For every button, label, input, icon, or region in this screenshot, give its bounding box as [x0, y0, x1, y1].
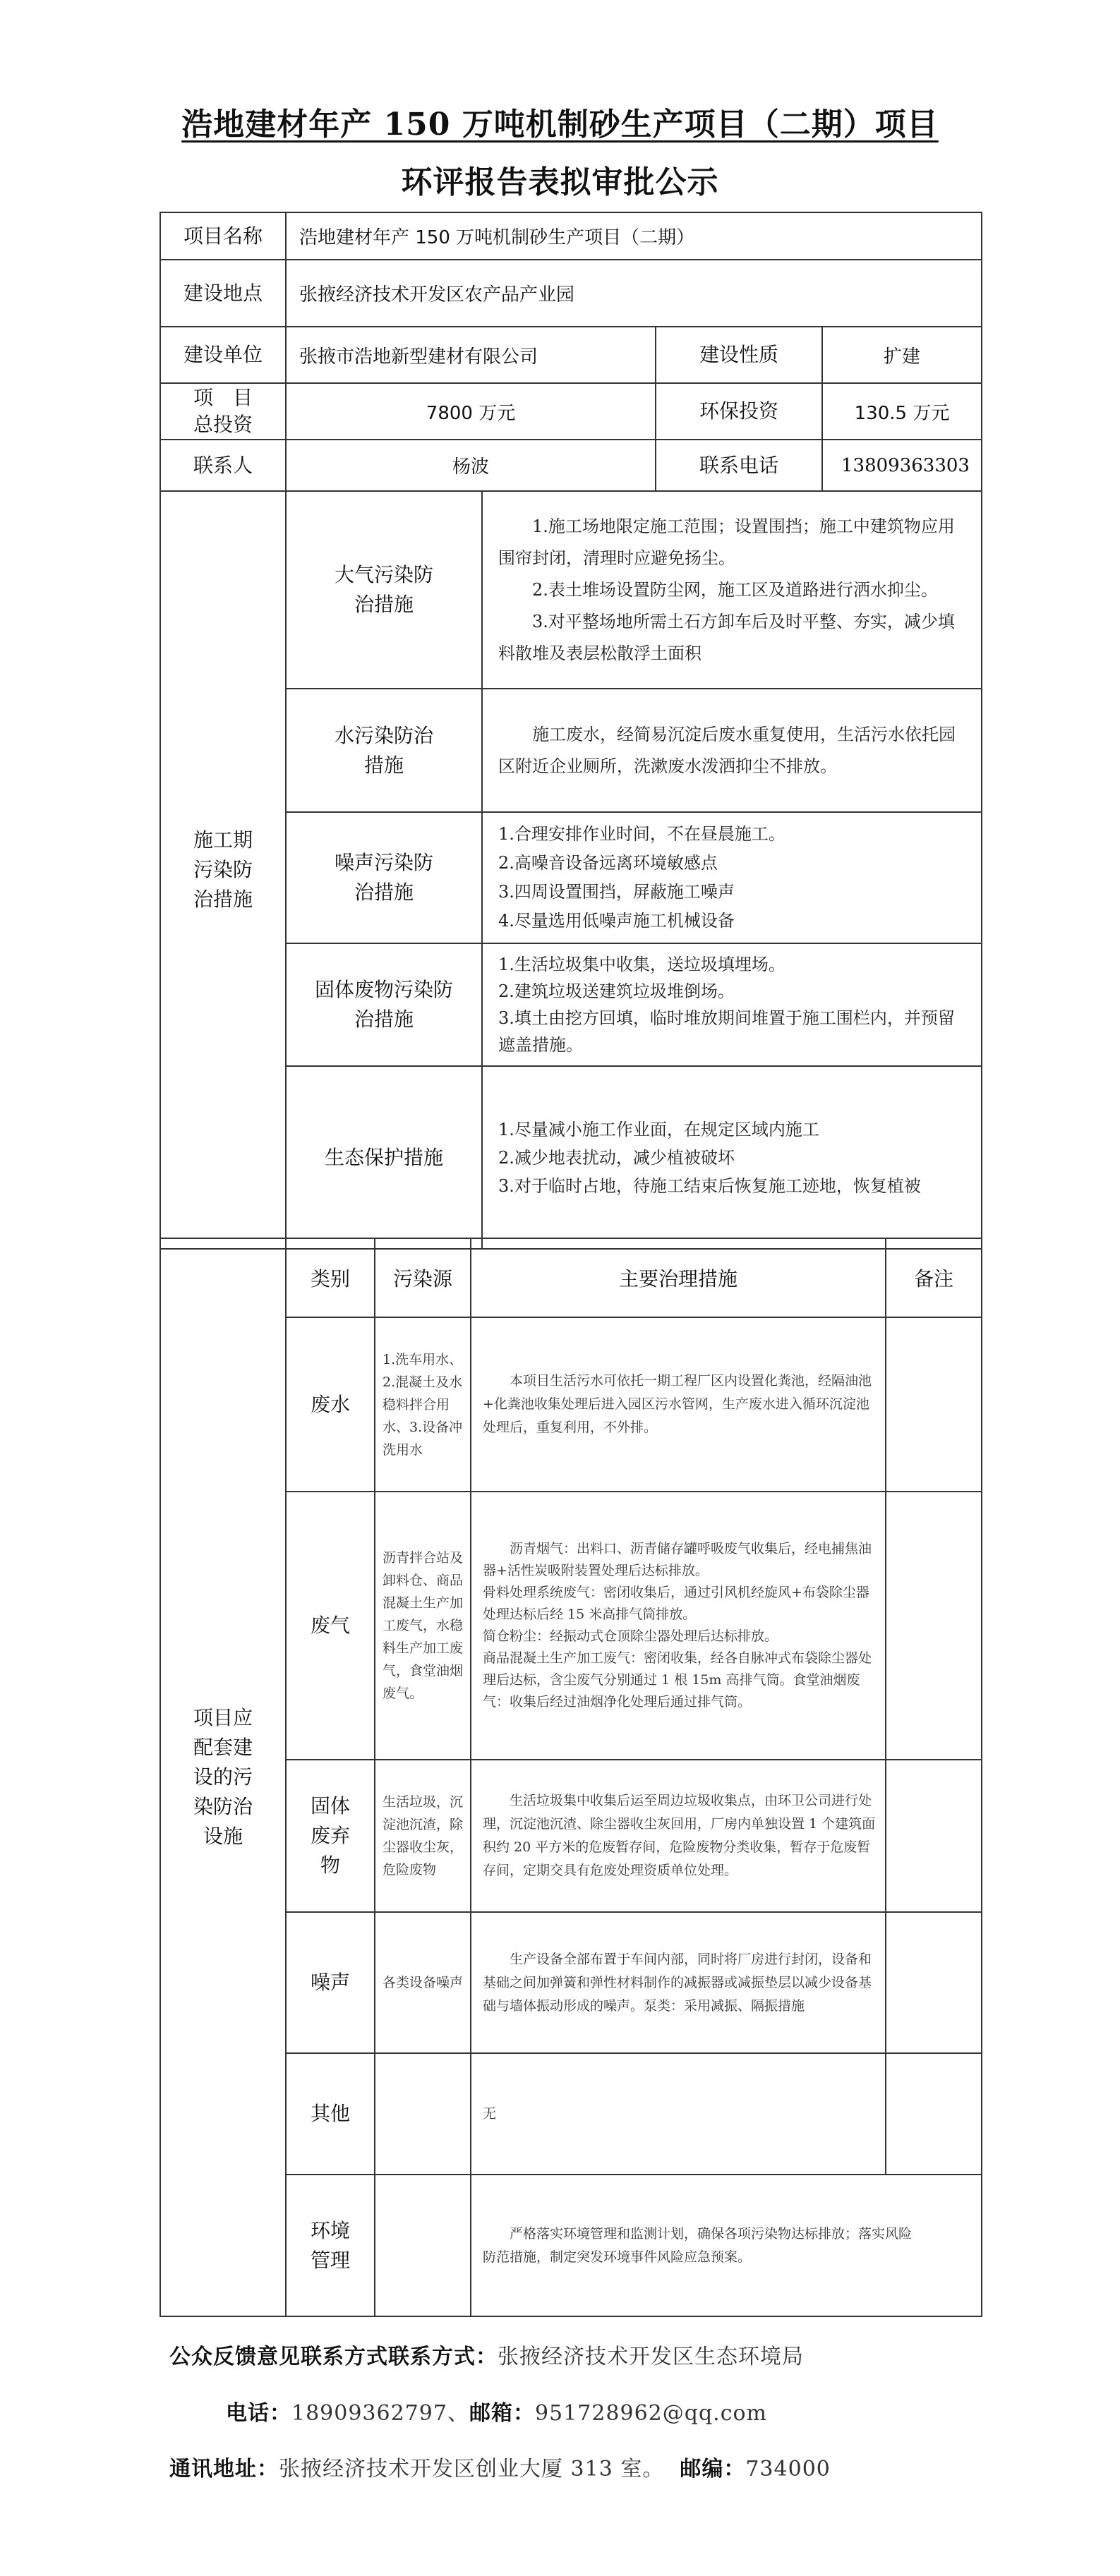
facility-source-wastewater: 1.洗车用水、2.混凝土及水稳料拌合用水、3.设备冲洗用水 — [375, 1317, 471, 1492]
facility-source-solid: 生活垃圾，沉淀池沉渣，除尘器收尘灰，危险废物 — [375, 1760, 471, 1912]
nature-label: 建设性质 — [656, 327, 822, 383]
construction-category-air: 大气污染防治措施 — [286, 491, 482, 689]
env-investment-value: 130.5 万元 — [822, 383, 982, 440]
construction-measures-noise: 1.合理安排作业时间，不在昼晨施工。 2.高噪音设备远离环境敏感点 3.四周设置围挡，屏蔽施工噪声 4.尽量选用低噪声施工机械设备 — [482, 812, 982, 943]
facility-measures-wastewater: 本项目生活污水可依托一期工程厂区内设置化粪池，经隔油池+化粪池收集处理后进入园区污水管网，生产废水进入循环沉淀池处理后，重复利用，不外排。 — [471, 1317, 886, 1492]
document-title-line2: 环评报告表拟审批公示 — [401, 164, 719, 200]
construction-measures-air: 1.施工场地限定施工范围；设置围挡；施工中建筑物应用围帘封闭，清理时应避免扬尘。 2.表土堆场设置防尘网，施工区及道路进行洒水抑尘。 3.对平整场地所需土石方卸车后及时平整、夯实，减少填料散堆及表层松散浮土面积 — [482, 491, 982, 689]
project-name-label: 项目名称 — [160, 212, 286, 260]
facility-remark-exhaust — [886, 1492, 982, 1760]
construction-category-ecology: 生态保护措施 — [286, 1066, 482, 1249]
row-project-name — [160, 212, 982, 260]
facilities-table — [159, 1238, 982, 2317]
total-investment-label — [160, 383, 286, 440]
unit-value: 张掖市浩地新型建材有限公司 — [286, 327, 656, 383]
construction-measures-solid: 1.生活垃圾集中收集，送垃圾填埋场。 2.建筑垃圾送建筑垃圾堆倒场。 3.填土由挖方回填，临时堆放期间堆置于施工围栏内，并预留遮盖措施。 — [482, 943, 982, 1066]
facility-measures-noise: 生产设备全部布置于车间内部，同时将厂房进行封闭，设备和基础之间加弹簧和弹性材料制作的减振器或减振垫层以减少设备基础与墙体振动形成的噪声。泵类：采用减振、隔振措施 — [471, 1912, 886, 2053]
unit-label: 建设单位 — [160, 327, 286, 383]
phone-email-line — [226, 2395, 767, 2426]
construction-category-noise: 噪声污染防治措施 — [286, 812, 482, 943]
facility-category-management: 环境管理 — [286, 2175, 375, 2316]
construction-category-solid: 固体废物污染防治措施 — [286, 943, 482, 1066]
total-investment-label-line1: 项 目 — [193, 386, 253, 410]
footer-email[interactable]: 951728962@qq.com — [534, 2401, 768, 2426]
feedback-label: 公众反馈意见联系方式联系方式： — [169, 2345, 498, 2369]
nature-value: 扩建 — [822, 327, 982, 383]
contact-value: 杨波 — [286, 440, 656, 491]
location-label: 建设地点 — [160, 260, 286, 327]
header-category: 类别 — [286, 1238, 375, 1317]
phone-label: 联系电话 — [656, 440, 822, 491]
row-unit — [160, 327, 982, 383]
header-remark: 备注 — [886, 1238, 982, 1317]
facility-source-other — [375, 2053, 471, 2175]
facilities-header-row — [160, 1238, 982, 1317]
header-measures: 主要治理措施 — [471, 1238, 886, 1317]
footer-email-label: 邮箱： — [469, 2401, 535, 2426]
project-info-table — [159, 212, 982, 1250]
env-investment-label: 环保投资 — [656, 383, 822, 440]
feedback-contact-line — [169, 2339, 804, 2370]
facility-category-solid: 固体废弃物 — [286, 1760, 375, 1912]
row-location — [160, 260, 982, 327]
header-source: 污染源 — [375, 1238, 471, 1317]
footer-postcode: 734000 — [745, 2457, 831, 2481]
construction-period-label: 施工期污染防治措施 — [160, 491, 286, 1249]
facility-category-wastewater: 废水 — [286, 1317, 375, 1492]
row-contact — [160, 440, 982, 491]
footer-address: 张掖经济技术开发区创业大厦 313 室。 — [279, 2457, 665, 2481]
facility-source-management — [375, 2175, 471, 2316]
facility-remark-solid — [886, 1760, 982, 1912]
facility-measures-management: 严格落实环境管理和监测计划，确保各项污染物达标排放；落实风险防范措施，制定突发环境事件风险应急预案。 — [471, 2175, 982, 2316]
construction-row-air — [160, 491, 982, 689]
facility-remark-wastewater — [886, 1317, 982, 1492]
facility-source-exhaust: 沥青拌合站及卸料仓、商品混凝土生产加工废气，水稳料生产加工废气，食堂油烟废气。 — [375, 1492, 471, 1760]
facility-category-noise: 噪声 — [286, 1912, 375, 2053]
document-title-main: 浩地建材年产 150 万吨机制砂生产项目（二期）项目 — [181, 107, 939, 143]
facility-category-exhaust: 废气 — [286, 1492, 375, 1760]
footer-phone-label: 电话： — [226, 2401, 291, 2426]
construction-measures-water: 施工废水，经简易沉淀后废水重复使用，生活污水依托园区附近企业厕所，洗漱废水泼洒抑尘不排放。 — [482, 689, 982, 812]
facilities-section-label: 项目应配套建设的污染防治设施 — [160, 1238, 286, 2316]
phone-value: 13809363303 — [822, 440, 982, 491]
total-investment-value: 7800 万元 — [286, 383, 656, 440]
facility-remark-noise — [886, 1912, 982, 2053]
location-value: 张掖经济技术开发区农产品产业园 — [286, 260, 982, 327]
contact-label: 联系人 — [160, 440, 286, 491]
row-investment — [160, 383, 982, 440]
facility-source-noise: 各类设备噪声 — [375, 1912, 471, 2053]
facility-category-other: 其他 — [286, 2053, 375, 2175]
footer-phone: 18909362797、 — [291, 2401, 469, 2426]
facility-remark-other — [886, 2053, 982, 2175]
footer-address-label: 通讯地址： — [169, 2457, 279, 2481]
total-investment-label-line2: 总投资 — [193, 413, 253, 436]
document-title-line1 — [0, 99, 1120, 144]
facility-measures-solid: 生活垃圾集中收集后运至周边垃圾收集点，由环卫公司进行处理，沉淀池沉渣、除尘器收尘灰回用，厂房内单独设置 1 个建筑面积约 20 平方米的危废暂存间，危险废物分类收集，暂存于危废暂存间，定期交具有危废处理资质单位处理。 — [471, 1760, 886, 1912]
address-line — [169, 2451, 831, 2482]
construction-measures-ecology: 1.尽量减小施工作业面，在规定区域内施工 2.减少地表扰动，减少植被破坏 3.对于临时占地，待施工结束后恢复施工迹地，恢复植被 — [482, 1066, 982, 1249]
facility-measures-other: 无 — [471, 2053, 886, 2175]
facility-measures-exhaust: 沥青烟气：出料口、沥青储存罐呼吸废气收集后，经电捕焦油器+活性炭吸附装置处理后达标排放。 骨料处理系统废气：密闭收集后，通过引风机经旋风+布袋除尘器处理达标后经 15 米高排气筒排放。 简仓粉尘：经振动式仓顶除尘器处理后达标排放。 商品混凝土生产加工废气：密闭收集，经各自脉冲式布袋除尘器处理后达标，含尘废气分别通过 1 根 15m 高排气筒。食堂油烟废气：收集后经过油烟净化处理后通过排气筒。 — [471, 1492, 886, 1760]
project-name-value: 浩地建材年产 150 万吨机制砂生产项目（二期） — [286, 212, 982, 260]
construction-category-water: 水污染防治措施 — [286, 689, 482, 812]
feedback-org: 张掖经济技术开发区生态环境局 — [498, 2345, 804, 2369]
footer-postcode-label: 邮编： — [680, 2457, 746, 2481]
